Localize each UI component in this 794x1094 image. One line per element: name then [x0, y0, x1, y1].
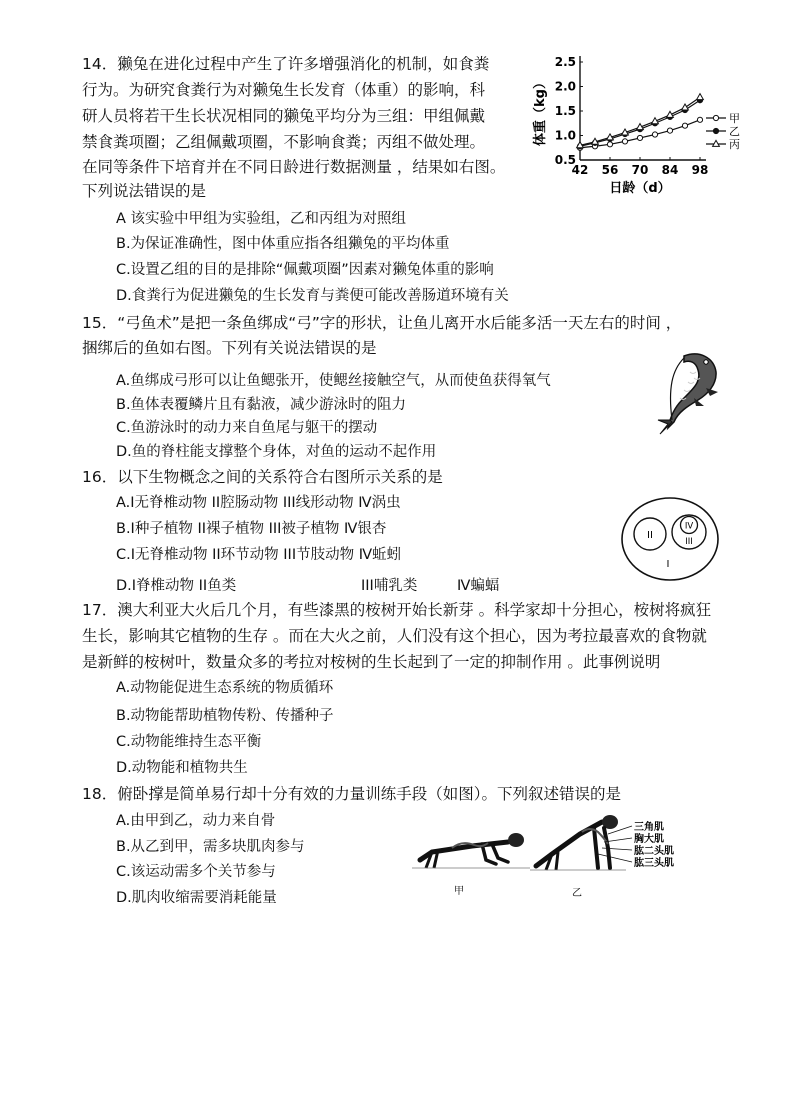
- q14-option-d: D.食粪行为促进獭兔的生长发育与粪便可能改善肠道环境有关: [116, 288, 509, 304]
- series-0-point-2: [607, 142, 612, 147]
- q14-line-6: 下列说法错误的是: [82, 182, 207, 200]
- venn-label-bottom: III: [685, 537, 693, 547]
- chart-series: [577, 94, 704, 151]
- q16-option-d-part2: ⅠⅠⅠ哺乳类: [361, 578, 418, 594]
- q14-option-c: C.设置乙组的目的是排除“佩戴项圈”因素对獭兔体重的影响: [116, 262, 494, 278]
- q15-option-a: A.鱼绑成弓形可以让鱼鳃张开，使鳃丝接触空气，从而使鱼获得氧气: [116, 373, 551, 389]
- x-tick-label-1: 56: [601, 163, 619, 177]
- x-tick-label-4: 98: [691, 163, 709, 177]
- y-tick-label-0: 0.5: [554, 153, 576, 167]
- q15-option-d: D.鱼的脊柱能支撑整个身体，对鱼的运动不起作用: [116, 444, 437, 460]
- series-2-point-8: [697, 94, 704, 100]
- chart-axes: [532, 55, 708, 196]
- q14-option-b: B.为保证准确性，图中体重应指各组獭兔的平均体重: [116, 236, 450, 252]
- q17-line-1: 17．澳大利亚大火后几个月，有些漆黑的桉树开始长新芽 。科学家却十分担心，桉树将疯狂: [82, 601, 712, 619]
- q15-option-b: B.鱼体表覆鳞片且有黏液，减少游泳时的阻力: [116, 397, 407, 413]
- muscle-label-deltoid: 三角肌: [634, 822, 664, 833]
- q16-option-b: B.Ⅰ种子植物 ⅠⅠ裸子植物 ⅠⅠⅠ被子植物 Ⅳ银杏: [116, 521, 387, 537]
- venn-label-inner: IV: [684, 521, 694, 532]
- q15-line-2: 捆绑后的鱼如右图。下列有关说法错误的是: [82, 339, 377, 357]
- q16-option-d-part1: D.Ⅰ脊椎动物 ⅠⅠ鱼类: [116, 578, 237, 594]
- muscle-label-biceps: 肱二头肌: [634, 846, 674, 857]
- q15-option-c: C.鱼游泳时的动力来自鱼尾与躯干的摆动: [116, 420, 378, 436]
- q16-option-a: A.Ⅰ无脊椎动物 ⅠⅠ腔肠动物 ⅠⅠⅠ线形动物 Ⅳ涡虫: [116, 495, 401, 511]
- y-tick-label-4: 2.5: [554, 55, 576, 69]
- q16-line-1: 16．以下生物概念之间的关系符合右图所示关系的是: [82, 468, 443, 486]
- muscle-label-triceps: 肱三头肌: [634, 858, 674, 869]
- q18-option-c: C.该运动需多个关节参与: [116, 864, 276, 880]
- q18-line-1: 18．俯卧撑是简单易行却十分有效的力量训练手段（如图）。下列叙述错误的是: [82, 785, 621, 803]
- x-tick-label-0: 42: [571, 163, 589, 177]
- pushup-label-jia: 甲: [454, 886, 464, 897]
- series-0-point-5: [652, 132, 657, 137]
- x-tick-label-3: 84: [661, 163, 679, 177]
- q16-option-d: [116, 575, 499, 597]
- pushup-label-yi: 乙: [572, 888, 582, 899]
- q14-line-4: 禁食粪项圈；乙组佩戴项圈，不影响食粪；丙组不做处理。: [82, 133, 486, 151]
- pushup-figure-jia: [412, 833, 530, 897]
- q14-line-2: 行为。为研究食粪行为对獭兔生长发育（体重）的影响，科: [82, 81, 486, 99]
- series-0-point-7: [682, 123, 687, 128]
- q18-option-a: A.由甲到乙，动力来自骨: [116, 813, 276, 829]
- q14-option-a: A 该实验中甲组为实验组，乙和丙组为对照组: [116, 211, 407, 227]
- q17-option-b: B.动物能帮助植物传粉、传播种子: [116, 708, 334, 724]
- series-0-point-8: [697, 117, 702, 122]
- q17-line-2: 生长，影响其它植物的生存 。而在大火之前，人们没有这个担心，因为考拉最喜欢的食物就: [82, 627, 707, 645]
- series-0-point-3: [622, 139, 627, 144]
- venn-diagram: [618, 494, 722, 584]
- series-0-point-6: [667, 128, 672, 133]
- q17-option-c: C.动物能维持生态平衡: [116, 734, 262, 750]
- legend-label-0: 甲: [729, 112, 740, 125]
- venn-outer-circle: [622, 498, 718, 580]
- series-2-point-7: [682, 104, 689, 110]
- muscle-label-pectoral: 胸大肌: [634, 834, 664, 845]
- y-tick-label-2: 1.5: [554, 104, 576, 118]
- chart-legend: [706, 112, 740, 151]
- series-0-point-4: [637, 135, 642, 140]
- q16-option-d-part3: Ⅳ蝙蝠: [457, 578, 500, 594]
- q15-line-1: 15．“弓鱼术”是把一条鱼绑成“弓”字的形状，让鱼儿离开水后能多活一天左右的时间 ，: [82, 314, 682, 332]
- y-tick-label-1: 1.0: [554, 128, 576, 143]
- venn-label-left: II: [647, 530, 653, 541]
- q14-line-5: 在同等条件下培育并在不同日龄进行数据测量 ，结果如右图。: [82, 158, 506, 176]
- q18-option-b: B.从乙到甲，需多块肌肉参与: [116, 839, 305, 855]
- legend-label-1: 乙: [729, 125, 740, 138]
- x-axis-title: 日龄（d）: [609, 181, 671, 196]
- y-axis-title: 体重（kg）: [533, 76, 548, 146]
- q18-option-d: D.肌肉收缩需要消耗能量: [116, 890, 277, 906]
- q17-line-3: 是新鲜的桉树叶，数量众多的考拉对桉树的生长起到了一定的抑制作用 。此事例说明: [82, 653, 661, 671]
- x-tick-label-2: 70: [631, 163, 649, 177]
- q17-option-a: A.动物能促进生态系统的物质循环: [116, 680, 334, 696]
- y-tick-label-3: 2.0: [554, 79, 576, 94]
- q14-line-1: 14．獭兔在进化过程中产生了许多增强消化的机制，如食粪: [82, 55, 490, 73]
- legend-label-2: 丙: [729, 138, 740, 151]
- legend-marker-2: [713, 140, 720, 146]
- q16-option-c: C.Ⅰ无脊椎动物 ⅠⅠ环节动物 ⅠⅠⅠ节肢动物 Ⅳ蚯蚓: [116, 547, 402, 563]
- bow-fish-figure: [654, 348, 734, 436]
- pushup-figure: [412, 812, 692, 908]
- legend-marker-0: [713, 115, 718, 120]
- venn-label-outer: I: [666, 559, 670, 570]
- q17-option-d: D.动物能和植物共生: [116, 760, 248, 776]
- q14-line-3: 研人员将若干生长状况相同的獭兔平均分为三组：甲组佩戴: [82, 107, 486, 125]
- weight-chart: [530, 48, 745, 208]
- fish-eye: [704, 360, 708, 364]
- legend-marker-1: [713, 128, 718, 133]
